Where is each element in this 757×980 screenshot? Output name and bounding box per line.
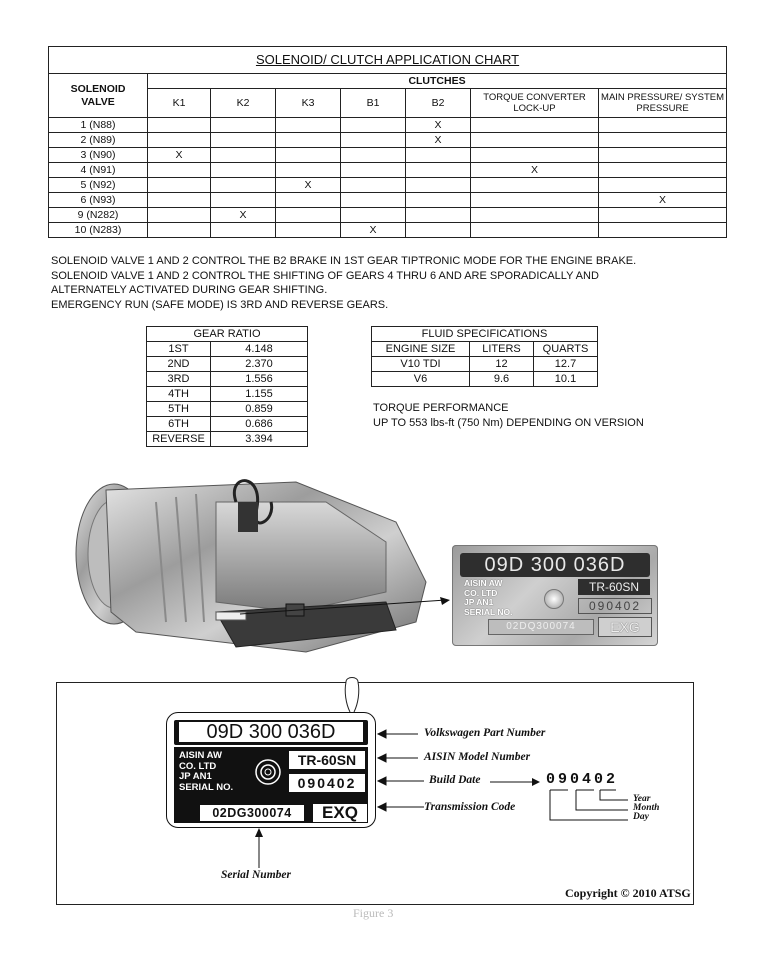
chart-cell — [148, 208, 211, 223]
fluid-cell: V10 TDI — [372, 357, 470, 372]
fluid-cell: 12.7 — [534, 357, 598, 372]
plate-part-number: 09D 300 036D — [179, 722, 363, 742]
torque-text: UP TO 553 lbs-ft (750 Nm) DEPENDING ON VERSION — [373, 416, 644, 429]
gear-ratio-row — [147, 387, 308, 402]
chart-cell — [406, 178, 471, 193]
gear-label: 4TH — [147, 387, 211, 402]
photo-maker — [464, 579, 544, 617]
chart-cell — [341, 178, 406, 193]
date-year-label: Year — [633, 794, 651, 804]
chart-cell — [471, 133, 599, 148]
chart-cell: X — [406, 133, 471, 148]
photo-maker-line: JP AN1 — [464, 597, 494, 607]
chart-cell — [276, 118, 341, 133]
callout-aisin-model: AISIN Model Number — [424, 751, 531, 763]
gear-value: 3.394 — [211, 432, 308, 447]
chart-cell — [211, 148, 276, 163]
figure-caption: Figure 3 — [353, 906, 394, 920]
solenoid-label: 5 (N92) — [49, 178, 148, 193]
chart-cell: X — [276, 178, 341, 193]
chart-cell — [341, 163, 406, 178]
gear-ratio-row — [147, 402, 308, 417]
gear-label: 5TH — [147, 402, 211, 417]
fluid-cell: 10.1 — [534, 372, 598, 387]
torque-block — [373, 401, 644, 430]
chart-cell — [211, 133, 276, 148]
chart-cell — [211, 118, 276, 133]
chart-cell: X — [211, 208, 276, 223]
plate-maker-line: SERIAL NO. — [179, 781, 234, 793]
column-header-row — [49, 89, 727, 118]
chart-cell — [211, 163, 276, 178]
chart-cell — [471, 208, 599, 223]
chart-cell: X — [471, 163, 599, 178]
chart-cell — [341, 208, 406, 223]
chart-cell — [211, 223, 276, 238]
gear-value: 4.148 — [211, 342, 308, 357]
gear-value: 2.370 — [211, 357, 308, 372]
chart-cell — [471, 193, 599, 208]
fluid-spec-table — [371, 326, 598, 387]
gear-label: 6TH — [147, 417, 211, 432]
solenoid-label: 10 (N283) — [49, 223, 148, 238]
fluid-cell: V6 — [372, 372, 470, 387]
chart-cell — [406, 193, 471, 208]
photo-serial: 02DQ300074 — [488, 619, 594, 635]
build-date-digits: 090402 — [546, 771, 619, 788]
chart-row — [49, 148, 727, 163]
chart-cell: X — [406, 118, 471, 133]
plate-build-date: 090402 — [289, 774, 365, 792]
photo-rivet-icon — [544, 589, 564, 609]
chart-cell — [148, 133, 211, 148]
chart-row — [49, 208, 727, 223]
note-line: SOLENOID VALVE 1 AND 2 CONTROL THE SHIFTING OF GEARS 4 THRU 6 AND ARE SPORADICALLY AND — [51, 269, 599, 282]
chart-cell — [406, 163, 471, 178]
plate-serial: 02DG300074 — [200, 805, 304, 821]
gear-value: 1.556 — [211, 372, 308, 387]
photo-code: EXG — [598, 617, 652, 637]
chart-cell — [471, 118, 599, 133]
gear-value: 0.686 — [211, 417, 308, 432]
pointer-arrow — [236, 596, 462, 626]
chart-cell: X — [148, 148, 211, 163]
chart-cell — [148, 193, 211, 208]
col-header-main-pressure: MAIN PRESSURE/ SYSTEM PRESSURE — [599, 89, 727, 118]
chart-cell — [471, 148, 599, 163]
solenoid-label: 9 (N282) — [49, 208, 148, 223]
fluid-row — [372, 372, 598, 387]
chart-cell — [406, 148, 471, 163]
chart-row — [49, 163, 727, 178]
chart-cell — [148, 223, 211, 238]
chart-cell — [148, 178, 211, 193]
col-header-k2: K2 — [211, 89, 276, 118]
gear-value: 1.155 — [211, 387, 308, 402]
chart-cell — [148, 118, 211, 133]
chart-cell — [211, 178, 276, 193]
solenoid-label: 6 (N93) — [49, 193, 148, 208]
plate-code: EXQ — [313, 804, 367, 822]
copyright: Copyright © 2010 ATSG — [565, 886, 691, 900]
chart-cell — [341, 118, 406, 133]
plate-maker-line: AISIN AW — [179, 750, 222, 761]
rivet-icon — [255, 759, 281, 785]
date-breakdown-lines — [548, 788, 638, 826]
callout-vw-part-number: Volkswagen Part Number — [424, 727, 546, 739]
gear-label: 1ST — [147, 342, 211, 357]
solenoid-valve-header — [49, 74, 148, 118]
plate-maker-line: CO. LTD — [179, 760, 217, 772]
gear-ratio-row — [147, 342, 308, 357]
gear-value: 0.859 — [211, 402, 308, 417]
frame-edge — [56, 682, 346, 683]
valve-header-line: VALVE — [81, 95, 115, 108]
note-line: EMERGENCY RUN (SAFE MODE) IS 3RD AND REVERSE GEARS. — [51, 298, 389, 311]
col-header-tcc: TORQUE CONVERTER LOCK-UP — [471, 89, 599, 118]
solenoid-label: 4 (N91) — [49, 163, 148, 178]
note-line: ALTERNATELY ACTIVATED DURING GEAR SHIFTING. — [51, 284, 328, 296]
chart-cell — [341, 148, 406, 163]
chart-cell — [276, 148, 341, 163]
col-header-b2: B2 — [406, 89, 471, 118]
gear-label: REVERSE — [147, 432, 211, 447]
fluid-row — [372, 357, 598, 372]
date-month-label: Month — [633, 803, 660, 813]
fluid-spec-title: FLUID SPECIFICATIONS — [372, 327, 598, 342]
chart-cell — [341, 193, 406, 208]
chart-row — [49, 133, 727, 148]
chart-cell — [148, 163, 211, 178]
chart-row — [49, 178, 727, 193]
id-plate-diagram — [166, 712, 376, 828]
gear-ratio-row — [147, 357, 308, 372]
fluid-header-engine: ENGINE SIZE — [372, 342, 470, 357]
chart-cell — [599, 163, 727, 178]
chart-cell — [471, 178, 599, 193]
clutches-header: CLUTCHES — [148, 74, 727, 89]
chart-cell — [276, 133, 341, 148]
fluid-cell: 9.6 — [470, 372, 534, 387]
photo-maker-line: AISIN AW — [464, 578, 503, 588]
col-header-k1: K1 — [148, 89, 211, 118]
callout-transmission-code: Transmission Code — [424, 801, 516, 813]
photo-maker-line: CO. LTD — [464, 587, 498, 598]
chart-cell: X — [341, 223, 406, 238]
chart-cell — [406, 208, 471, 223]
callout-build-date: Build Date — [429, 774, 481, 786]
solenoid-label: 2 (N89) — [49, 133, 148, 148]
col-header-b1: B1 — [341, 89, 406, 118]
gear-ratio-row — [147, 372, 308, 387]
note-line: SOLENOID VALVE 1 AND 2 CONTROL THE B2 BRAKE IN 1ST GEAR TIPTRONIC MODE FOR THE ENGINE BRAKE. — [51, 255, 637, 267]
plate-maker-line: JP AN1 — [179, 771, 212, 782]
date-day-label: Day — [633, 812, 649, 822]
chart-cell — [276, 193, 341, 208]
chart-cell — [276, 208, 341, 223]
col-header-k3: K3 — [276, 89, 341, 118]
chart-row — [49, 118, 727, 133]
photo-maker-line: SERIAL NO. — [464, 606, 513, 617]
solenoid-header-line: SOLENOID — [70, 82, 126, 95]
photo-model: TR-60SN — [578, 579, 650, 595]
serial-arrow — [251, 828, 267, 868]
chart-row — [49, 223, 727, 238]
plate-hanger — [338, 670, 368, 714]
notes-block — [51, 254, 731, 312]
callout-serial-number: Serial Number — [221, 869, 291, 881]
gear-ratio-title: GEAR RATIO — [147, 327, 308, 342]
chart-cell — [341, 133, 406, 148]
solenoid-clutch-chart — [48, 46, 727, 238]
chart-cell — [599, 223, 727, 238]
photo-part-number: 09D 300 036D — [460, 553, 650, 577]
solenoid-label: 3 (N90) — [49, 148, 148, 163]
plate-model: TR-60SN — [289, 751, 365, 769]
gear-label: 3RD — [147, 372, 211, 387]
plate-photo — [452, 545, 658, 646]
gear-label: 2ND — [147, 357, 211, 372]
chart-cell — [276, 223, 341, 238]
chart-cell — [599, 133, 727, 148]
frame-edge — [358, 682, 693, 683]
build-date-arrow — [488, 776, 544, 788]
chart-cell — [406, 223, 471, 238]
chart-cell — [276, 163, 341, 178]
gear-ratio-row — [147, 432, 308, 447]
chart-cell — [599, 178, 727, 193]
chart-cell — [599, 148, 727, 163]
fluid-cell: 12 — [470, 357, 534, 372]
chart-title: SOLENOID/ CLUTCH APPLICATION CHART — [49, 47, 727, 74]
transmission-image — [66, 462, 458, 660]
chart-cell — [599, 208, 727, 223]
gear-ratio-row — [147, 417, 308, 432]
chart-cell — [599, 118, 727, 133]
fluid-header-liters: LITERS — [470, 342, 534, 357]
torque-title: TORQUE PERFORMANCE — [373, 402, 509, 414]
gear-ratio-table — [146, 326, 308, 447]
chart-row — [49, 193, 727, 208]
solenoid-label: 1 (N88) — [49, 118, 148, 133]
photo-build-date: 090402 — [578, 598, 652, 614]
chart-cell: X — [599, 193, 727, 208]
chart-cell — [211, 193, 276, 208]
fluid-header-quarts: QUARTS — [534, 342, 598, 357]
chart-cell — [471, 223, 599, 238]
